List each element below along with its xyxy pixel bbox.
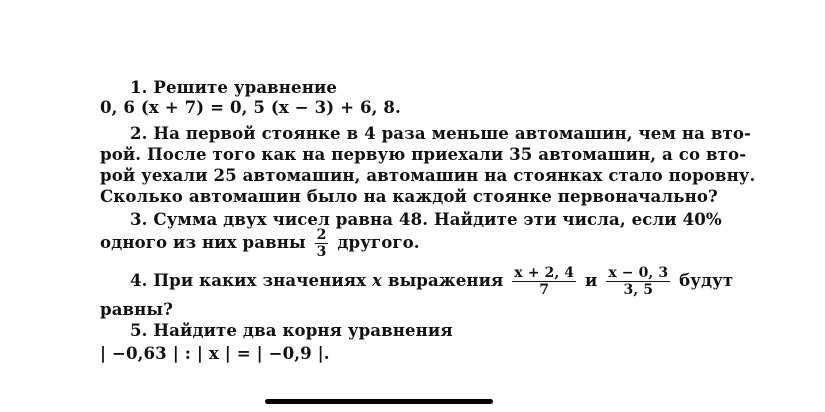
problem-4-text-after: будут <box>679 270 734 290</box>
problem-4-line-2: равны? <box>100 299 173 319</box>
variable-x: x <box>372 270 383 290</box>
problem-2-line-2: рой. После того как на первую приехали 35 автомашин, а со вто- <box>100 144 747 164</box>
problem-3-text-after: другого. <box>337 232 420 252</box>
problem-4-text-mid: выражения <box>387 270 504 290</box>
fraction-expression-1 <box>512 265 576 298</box>
problem-3-line-1: 3. Сумма двух чисел равна 48. Найдите эти числа, если 40% <box>130 209 722 229</box>
problem-4-text-before: 4. При каких значениях <box>130 270 367 290</box>
problem-3-line-2 <box>100 224 715 260</box>
problem-1-equation: 0, 6 (x + 7) = 0, 5 (x − 3) + 6, 8. <box>100 97 401 117</box>
fraction-numerator: 2 <box>316 227 327 243</box>
problem-3-text-before: одного из них равны <box>100 232 306 252</box>
fraction-2-denominator: 3, 5 <box>623 282 654 298</box>
problem-2-line-1: 2. На первой стоянке в 4 раза меньше автомашин, чем на вто- <box>130 123 751 143</box>
problem-5-title: 5. Найдите два корня уравнения <box>130 320 453 340</box>
problem-5-equation: | −0,63 | : | x | = | −0,9 |. <box>100 343 330 363</box>
problem-2-line-3: рой уехали 25 автомашин, автомашин на стоянках стало поровну. <box>100 165 756 185</box>
fraction-2-numerator: x − 0, 3 <box>608 265 669 281</box>
fraction-denominator: 3 <box>316 244 327 260</box>
problem-1-title: 1. Решите уравнение <box>130 77 338 97</box>
problem-4-line-1 <box>130 262 745 298</box>
fraction-1-numerator: x + 2, 4 <box>514 265 575 281</box>
problem-4-conjunction: и <box>585 270 598 290</box>
fraction-expression-2 <box>606 265 670 298</box>
fraction-1-denominator: 7 <box>539 282 550 298</box>
problem-2-line-4: Сколько автомашин было на каждой стоянке первоначально? <box>100 186 718 206</box>
fraction-two-thirds <box>315 227 329 260</box>
home-indicator-bar[interactable] <box>265 399 493 404</box>
